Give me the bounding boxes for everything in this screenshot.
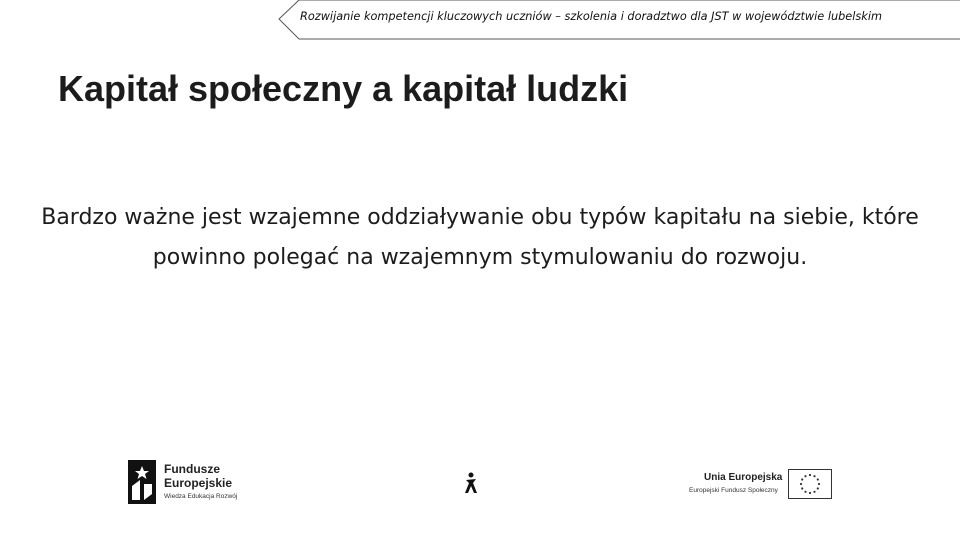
eu-star-icon [809, 474, 811, 476]
unia-europejska-logo [686, 467, 836, 501]
eu-star-icon [817, 478, 819, 480]
fundusze-europejskie-logo [128, 458, 268, 506]
header-banner [0, 0, 960, 40]
header-project-title: Rozwijanie kompetencji kluczowych uczniów – szkolenia i doradztwo dla JST w województwie lubelskim [300, 10, 882, 23]
eu-star-icon [800, 483, 802, 485]
slide-body-text: Bardzo ważne jest wzajemne oddziaływanie obu typów kapitału na siebie, które powinno polegać na wzajemnym stymulowaniu do rozwoju. [41, 205, 919, 270]
lubelskie-logo [460, 464, 510, 498]
eu-star-icon [804, 475, 806, 477]
eu-star-icon [804, 491, 806, 493]
fe-logo-line1: Fundusze [164, 462, 220, 476]
eu-star-icon [818, 483, 820, 485]
eu-star-icon [817, 487, 819, 489]
ue-logo-line1: Unia Europejska [704, 472, 783, 483]
eu-flag-icon [788, 469, 832, 499]
fundusze-europejskie-mark-icon [128, 460, 156, 504]
eu-star-icon [813, 491, 815, 493]
fe-logo-line3: Wiedza Edukacja Rozwój [164, 493, 238, 500]
lubelskie-figure-icon [462, 472, 482, 494]
eu-star-icon [813, 475, 815, 477]
eu-star-icon [809, 492, 811, 494]
fe-logo-line2: Europejskie [164, 476, 233, 490]
slide-title: Kapitał społeczny a kapitał ludzki [58, 68, 629, 109]
eu-star-icon [801, 487, 803, 489]
ue-logo-line2: Europejski Fundusz Społeczny [689, 487, 778, 494]
eu-star-icon [801, 478, 803, 480]
